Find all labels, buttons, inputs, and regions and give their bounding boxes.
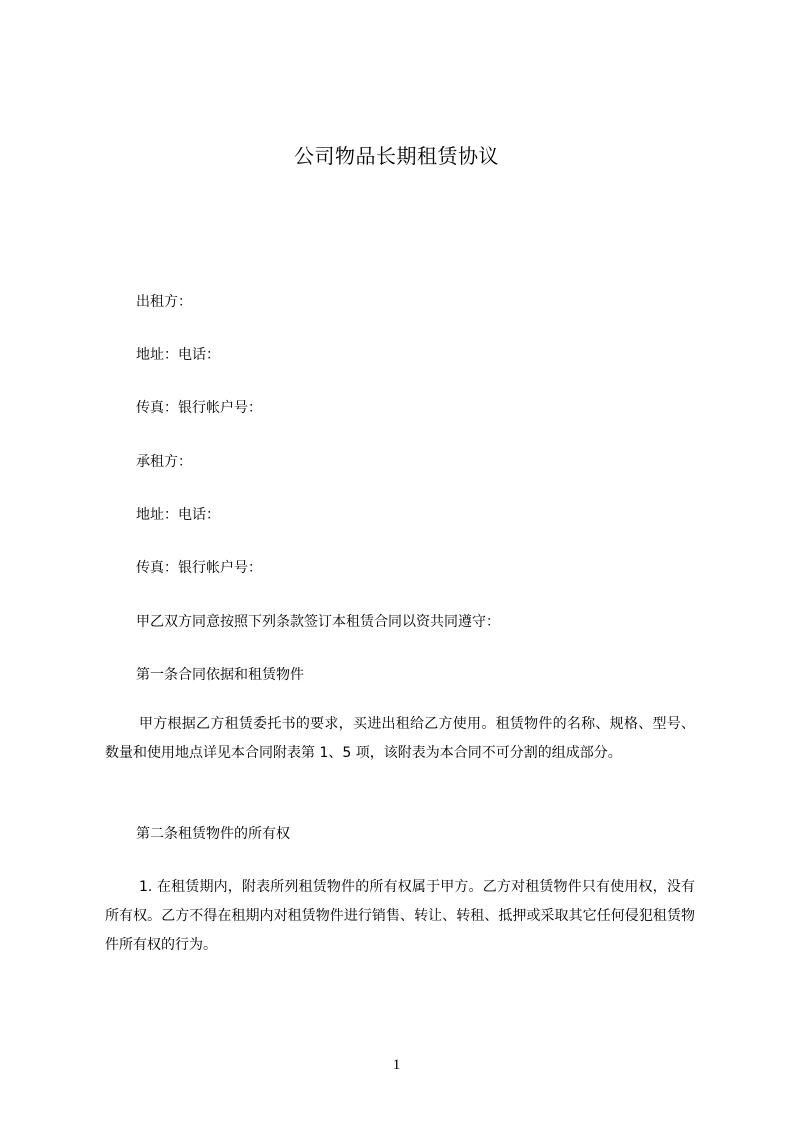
- document-title: 公司物品长期租赁协议: [294, 144, 499, 168]
- lessee-field: 承租方：: [136, 454, 192, 470]
- lessee-fax-bank-account-field: 传真：银行帐户号：: [136, 560, 262, 576]
- section-1-heading: 第一条合同依据和租赁物件: [136, 667, 304, 683]
- lessor-fax-bank-account-field: 传真：银行帐户号：: [136, 400, 262, 416]
- section-2-heading: 第二条租赁物件的所有权: [136, 826, 290, 842]
- section-2-body: 1. 在租赁期内，附表所列租赁物件的所有权属于甲方。乙方对租赁物件只有使用权，没有所有权。乙方不得在租期内对租赁物件进行销售、转让、转租、抵押或采取其它任何侵犯租赁物件所有权的行为。: [105, 879, 695, 953]
- section-1-body: 甲方根据乙方租赁委托书的要求，买进出租给乙方使用。租赁物件的名称、规格、型号、数量和使用地点详见本合同附表第 1、5 项，该附表为本合同不可分割的组成部分。: [105, 716, 695, 761]
- agreement-intro: 甲乙双方同意按照下列条款签订本租赁合同以资共同遵守：: [136, 614, 500, 630]
- page-number: 1: [392, 1057, 401, 1073]
- lessee-address-phone-field: 地址：电话：: [136, 507, 220, 523]
- lessor-address-phone-field: 地址：电话：: [136, 347, 220, 363]
- lessor-field: 出租方：: [136, 294, 192, 310]
